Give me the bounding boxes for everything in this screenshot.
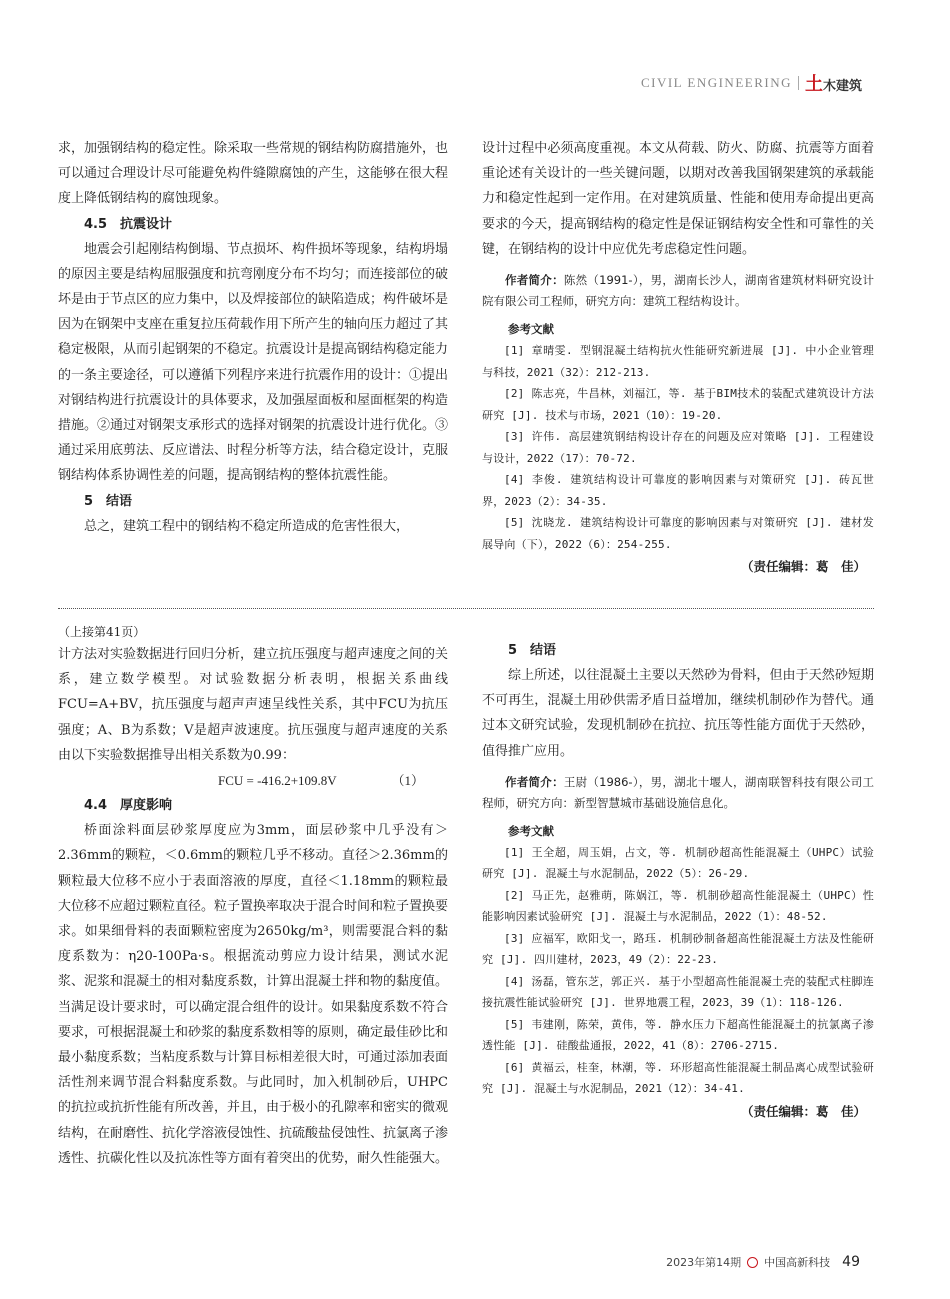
reference-item: [5] 韦建刚，陈荣，黄伟，等. 静水压力下超高性能混凝土的抗氯离子渗透性能 [J]. 硅酸盐通报，2022，41（8）：2706-2715. xyxy=(482,1017,874,1053)
article1-right-column xyxy=(482,136,874,579)
responsible-editor: （责任编辑：葛 佳） xyxy=(740,1103,866,1119)
reference-item: [4] 汤磊，管东芝，郭正兴. 基于小型超高性能混凝土壳的装配式柱脚连接抗震性能试验研究 [J]. 世界地震工程，2023，39（1）：118-126. xyxy=(482,974,874,1010)
page-footer xyxy=(666,1254,860,1270)
article-divider xyxy=(58,608,874,609)
paragraph: 桥面涂料面层砂浆厚度应为3mm，面层砂浆中几乎没有＞2.36mm的颗粒，＜0.6mm的颗粒几乎不移动。直径＞2.36mm的颗粒最大位移不应小于表面溶液的厚度，直径＜1.18mm的颗粒最大位移不应超过颗粒直径。粒子置换率取决于混合时间和粒子置换要求。如果细骨料的表面颗粒密度为2650kg/m³，则需要混合料的黏度系数为：η20-100Pa·s。根据流动剪应力设计结果，测试水泥浆、泥浆和混凝土的相对黏度系数，计算出混凝土拌和物的黏度值。当满足设计要求时，可以确定混合组件的设计。如果黏度系数不符合要求，可根据混凝土和砂浆的黏度系数相等的原则，确定最佳砂比和最小黏度系数；当粘度系数与计算目标相差很大时，可通过添加表面活性剂来调节混合料黏度系数。与此同时，加入机制砂后，UHPC的抗拉或抗折性能有所改善，并且，由于极小的孔隙率和密实的微观结构，在耐磨性、抗化学溶液侵蚀性、抗硫酸盐侵蚀性、抗氯离子渗透性、抗碳化性以及抗冻性等方面有着突出的优势，耐久性能强大。 xyxy=(58,823,449,1166)
section-heading-4-5: 4.5 抗震设计 xyxy=(84,216,173,232)
paragraph: 地震会引起刚结构倒塌、节点损坏、构件损坏等现象，结构坍塌的原因主要是结构屈服强度和抗弯刚度分布不均匀；而连接部位的破坏是由于节点区的应力集中，以及焊接部位的缺陷造成；构件破坏是因为在钢架中支座在重复拉压荷载作用下所产生的轴向压力超过了其稳定极限，从而引起钢架的不稳定。抗震设计是提高钢结构稳定能力的一条主要途径，可以遵循下列程序来进行抗震作用的设计：①提出对钢结构进行抗震设计的具体要求，及加强屋面板和屋面框架的构造措施。②通过对钢架支承形式的选择对钢架的抗震设计进行优化。③通过采用底剪法、反应谱法、时程分析等方法，结合稳定设计，克服钢结构体系协调性差的问题，提高钢结构的整体抗震性能。 xyxy=(58,241,449,484)
magazine-name: 中国高新科技 xyxy=(764,1256,831,1269)
reference-item: [2] 陈志亮，牛昌林，刘福江，等. 基于BIM技术的装配式建筑设计方法研究 [J]. 技术与市场，2021（10）：19-20. xyxy=(482,387,874,422)
reference-item: [1] 王全超，周玉娟，占文，等. 机制砂超高性能混凝土（UHPC）试验研究 [J]. 混凝土与水泥制品，2022（5）：26-29. xyxy=(482,845,874,881)
reference-item: [3] 许伟. 高层建筑钢结构设计存在的问题及应对策略 [J]. 工程建设与设计，2022（17）：70-72. xyxy=(482,430,874,465)
paragraph: 求，加强钢结构的稳定性。除采取一些常规的钢结构防腐措施外，也可以通过合理设计尽可能避免构件缝隙腐蚀的产生，这能够在很大程度上降低钢结构的腐蚀现象。 xyxy=(58,141,449,207)
equation-1 xyxy=(58,768,448,793)
paragraph: 总之，建筑工程中的钢结构不稳定所造成的危害性很大， xyxy=(84,518,410,534)
responsible-editor: （责任编辑：葛 佳） xyxy=(740,559,866,575)
logo-mark-icon: 土 xyxy=(804,74,823,95)
section-heading-5: 5 结语 xyxy=(508,643,557,658)
reference-item: [3] 应福军，欧阳戈一，路珏. 机制砂制备超高性能混凝土方法及性能研究 [J]. 四川建材，2023，49（2）：22-23. xyxy=(482,931,874,967)
header-divider xyxy=(798,76,799,90)
reference-item: [5] 沈晓龙. 建筑结构设计可靠度的影响因素与对策研究 [J]. 建材发展导向（下），2022（6）：254-255. xyxy=(482,516,874,551)
paragraph: 计方法对实验数据进行回归分析，建立抗压强度与超声速度之间的关系，建立数学模型。对试验数据分析表明，根据关系曲线FCU=A+BV，抗压强度与超声声速呈线性关系，其中FCU为抗压强度；A、B为系数；V是超声波速度。抗压强度与超声速度的关系由以下实验数据推导出相关系数为0.99： xyxy=(58,647,449,763)
issue-label: 2023年第14期 xyxy=(666,1256,742,1269)
equation-text: FCU = -416.2+109.8V xyxy=(218,773,337,789)
reference-item: [4] 李俊. 建筑结构设计可靠度的影响因素与对策研究 [J]. 砖瓦世界，2023（2）：34-35. xyxy=(482,473,874,508)
page-number: 49 xyxy=(842,1254,860,1270)
paragraph: 综上所述，以往混凝土主要以天然砂为骨料，但由于天然砂短期不可再生，混凝土用砂供需矛盾日益增加，继续机制砂作为替代。通过本文研究试验，发现机制砂在抗拉、抗压等性能方面优于天然砂，值得推广应用。 xyxy=(482,668,874,759)
author-bio: 作者简介：王尉（1986-），男，湖北十堰人，湖南联智科技有限公司工程师，研究方向：新型智慧城市基础设施信息化。 xyxy=(482,774,875,810)
article2-right-column xyxy=(482,638,874,1124)
magazine-logo-icon xyxy=(747,1257,758,1268)
header-english-title: CIVIL ENGINEERING xyxy=(640,75,792,90)
reference-item: [2] 马正先，赵雅萌，陈娲江，等. 机制砂超高性能混凝土（UHPC）性能影响因素试验研究 [J]. 混凝土与水泥制品，2022（1）：48-52. xyxy=(482,888,874,924)
references-title: 参考文献 xyxy=(508,823,554,838)
reference-item: [1] 章晴雯. 型钢混凝土结构抗火性能研究新进展 [J]. 中小企业管理与科技，2021（32）：212-213. xyxy=(482,344,874,379)
article2-left-column xyxy=(58,622,448,1171)
references-title: 参考文献 xyxy=(508,322,554,337)
section-heading-4-4: 4.4 厚度影响 xyxy=(84,798,173,814)
equation-number: （1） xyxy=(391,773,424,789)
reference-item: [6] 黄福云，桂奎，林潮，等. 环形超高性能混凝土制品离心成型试验研究 [J]. 混凝土与水泥制品，2021（12）：34-41. xyxy=(482,1060,874,1096)
author-bio: 作者简介：陈然（1991-），男，湖南长沙人，湖南省建筑材料研究设计院有限公司工程师，研究方向：建筑工程结构设计。 xyxy=(482,273,875,309)
section-heading-5: 5 结语 xyxy=(84,493,133,509)
paragraph: 设计过程中必须高度重视。本文从荷载、防火、防腐、抗震等方面着重论述有关设计的一些关键问题，以期对改善我国钢架建筑的承载能力和稳定性起到一定作用。在对建筑质量、性能和使用寿命提出更高要求的今天，提高钢结构的稳定性是保证钢结构安全性和可靠性的关键，在钢结构的设计中应优先考虑稳定性问题。 xyxy=(482,141,874,257)
header-section-logo: 土木建筑 xyxy=(804,74,862,95)
running-header xyxy=(641,70,862,96)
continued-from-note: （上接第41页） xyxy=(58,625,146,639)
article1-left-column xyxy=(58,136,448,539)
